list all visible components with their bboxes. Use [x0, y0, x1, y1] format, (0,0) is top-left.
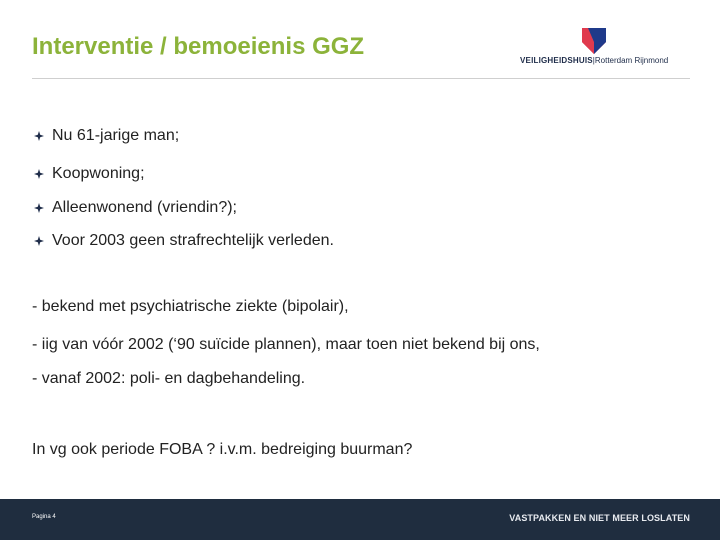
diamond-bullet-icon	[34, 203, 44, 213]
logo-separator: |	[592, 56, 595, 65]
footer-slogan: VASTPAKKEN EN NIET MEER LOSLATEN	[509, 513, 690, 523]
bullet-text: Alleenwonend (vriendin?);	[52, 199, 237, 216]
closing-question: In vg ook periode FOBA ? i.v.m. bedreiging buurman?	[32, 441, 413, 458]
bullet-item	[34, 231, 334, 251]
bullet-text: Koopwoning;	[52, 165, 145, 182]
bullet-text: Voor 2003 geen strafrechtelijk verleden.	[52, 232, 334, 249]
logo-org-name: VEILIGHEIDSHUIS	[520, 56, 593, 65]
logo-mark-icon	[582, 28, 606, 54]
page-number: Pagina 4	[32, 514, 56, 520]
diamond-bullet-icon	[34, 169, 44, 179]
bullet-text: Nu 61-jarige man;	[52, 127, 180, 144]
bullet-item	[34, 126, 179, 146]
detail-line: - iig van vóór 2002 (‘90 suïcide plannen), maar toen niet bekend bij ons,	[32, 336, 540, 353]
bullet-item	[34, 198, 237, 218]
diamond-bullet-icon	[34, 131, 44, 141]
title-divider	[32, 78, 690, 79]
footer-bar	[0, 499, 720, 540]
diamond-bullet-icon	[34, 236, 44, 246]
detail-line: - bekend met psychiatrische ziekte (bipolair),	[32, 298, 349, 315]
bullet-item	[34, 164, 145, 184]
slide-title: Interventie / bemoeienis GGZ	[32, 33, 365, 60]
detail-line: - vanaf 2002: poli- en dagbehandeling.	[32, 370, 306, 387]
logo-wordmark	[520, 56, 668, 66]
logo-region-name: Rotterdam Rijnmond	[594, 56, 669, 65]
veiligheidshuis-logo	[520, 28, 695, 70]
